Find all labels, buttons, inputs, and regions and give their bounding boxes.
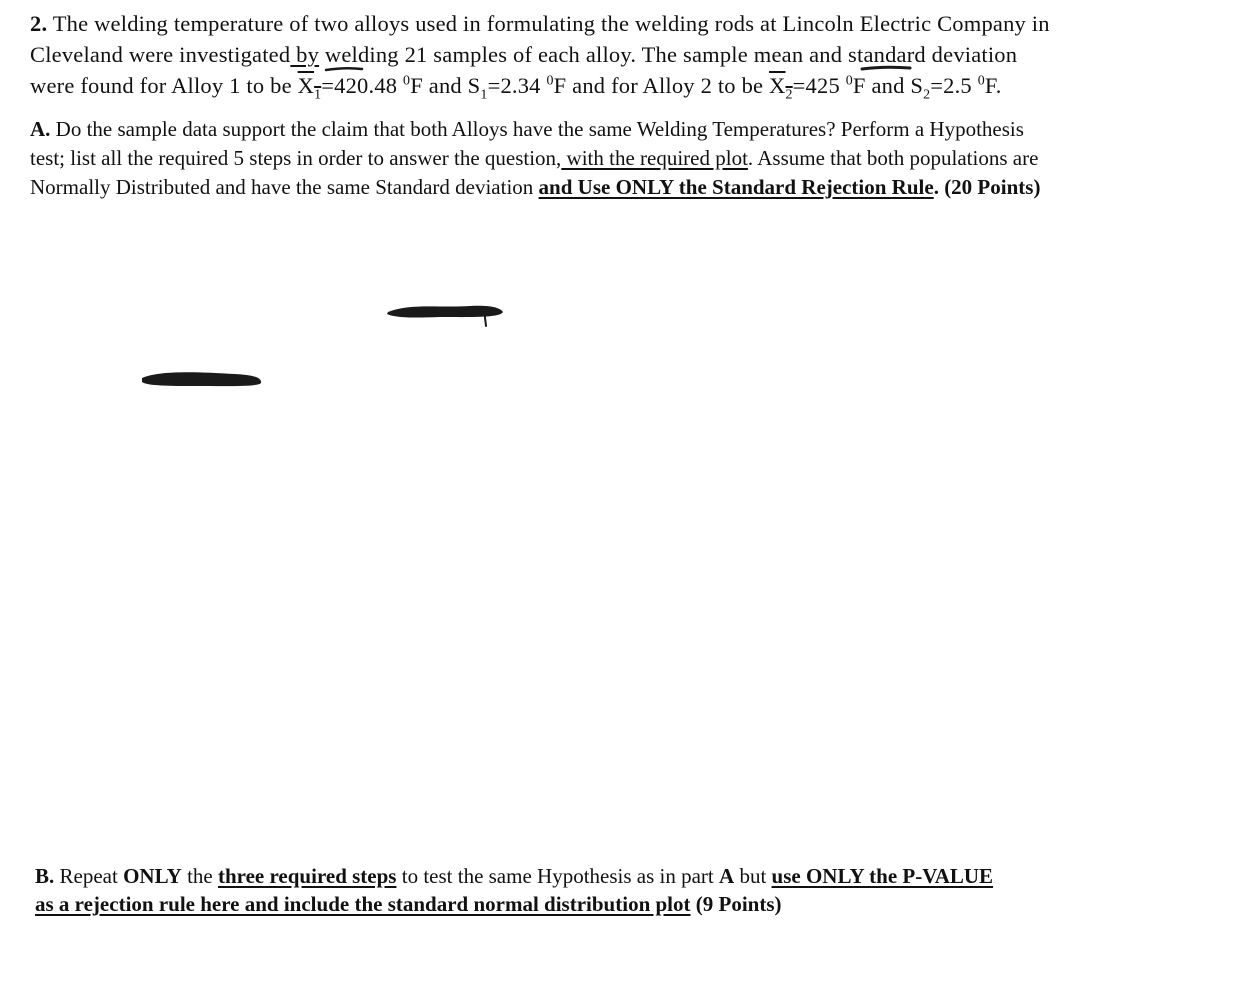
alloy1-mean-symbol: $X_1$ <box>297 73 322 103</box>
part-b-line-1: B. Repeat ONLY the three required steps to test the same Hypothesis as in part A but use ONLY the P-VALUE <box>35 864 994 888</box>
part-a <box>30 115 1220 202</box>
redaction-mark-1-tail <box>484 309 486 326</box>
part-a-line-2: test; list all the required 5 steps in order to answer the question, with the required plot. Assume that both populations are <box>30 146 1039 170</box>
part-b <box>35 862 1225 918</box>
part-a-label: A. <box>30 117 51 141</box>
part-b-label: B. <box>35 864 55 888</box>
question-number: 2. <box>30 11 48 36</box>
redaction-mark-1 <box>387 306 503 318</box>
part-a-line-3: Normally Distributed and have the same Standard deviation and Use ONLY the Standard Rejection Rule. (20 Points) <box>30 175 1041 199</box>
part-b-line-2: as a rejection rule here and include the standard normal distribution plot (9 Points) <box>35 892 782 916</box>
redaction-mark-2 <box>142 372 261 386</box>
question-line-3: were found for Alloy 1 to be $X_1=420.48$ $^0$F and $S_1=2.34$ $^0$F and for Alloy 2 to be $X_2=425$ $^0$F and $S_2=2.5$ $^0$F. <box>30 73 1002 103</box>
question-statement <box>30 8 1215 101</box>
alloy2-mean-symbol: $X_2$ <box>769 73 793 103</box>
question-line-2: Cleveland were investigated by welding 21 samples of each alloy. The sample mean and standard deviation <box>30 42 1018 67</box>
part-a-line-1: A. Do the sample data support the claim that both Alloys have the same Welding Temperatures? Perform a Hypothesis <box>30 117 1024 141</box>
question-line-1: 2. The welding temperature of two alloys used in formulating the welding rods at Lincoln Electric Company in <box>30 11 1050 36</box>
